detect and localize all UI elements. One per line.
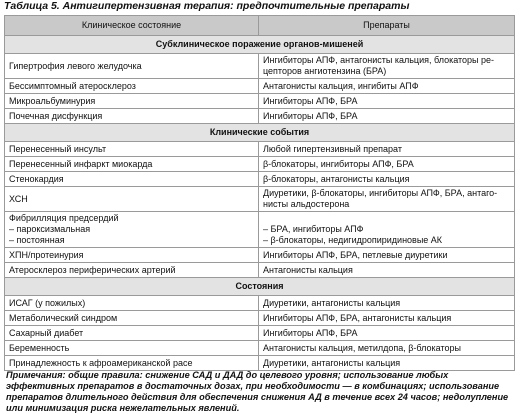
- drugs-cell: Ингибиторы АПФ, БРА: [259, 94, 515, 109]
- condition-cell: Гипертрофия левого желудочка: [5, 54, 259, 79]
- cell-line: – β-блокаторы, недигидропиридиновые АК: [263, 235, 443, 245]
- drugs-cell: Антагонисты кальция, ингибиты АПФ: [259, 79, 515, 94]
- condition-cell: Принадлежность к афроамериканской расе: [5, 356, 259, 371]
- cell-line: нисты альдостерона: [263, 199, 350, 209]
- table-row: [5, 311, 515, 326]
- table-row: [5, 263, 515, 278]
- table-row: [5, 296, 515, 311]
- drugs-text: [263, 188, 510, 210]
- drugs-text: [263, 55, 510, 77]
- table-row: [5, 248, 515, 263]
- drug-preference-table: [4, 15, 515, 371]
- drugs-cell: Ингибиторы АПФ, БРА, петлевые диуретики: [259, 248, 515, 263]
- section-row: [5, 36, 515, 54]
- table-row: [5, 142, 515, 157]
- table-row: [5, 326, 515, 341]
- condition-cell: Почечная дисфункция: [5, 109, 259, 124]
- condition-cell: Перенесенный инфаркт миокарда: [5, 157, 259, 172]
- condition-cell: Атеросклероз периферических артерий: [5, 263, 259, 278]
- drugs-cell: [259, 187, 515, 212]
- table-title: Таблица 5. Антигипертензивная терапия: предпочтительные препараты: [4, 0, 410, 12]
- drugs-cell: β-блокаторы, ингибиторы АПФ, БРА: [259, 157, 515, 172]
- table-row: [5, 187, 515, 212]
- table-row: [5, 109, 515, 124]
- table-row: [5, 79, 515, 94]
- drugs-cell: Ингибиторы АПФ, БРА, антагонисты кальция: [259, 311, 515, 326]
- cell-line: Диуретики, β-блокаторы, ингибиторы АПФ, БРА, антаго-: [263, 188, 498, 198]
- table-row: [5, 356, 515, 371]
- condition-cell: Беременность: [5, 341, 259, 356]
- drugs-cell: β-блокаторы, антагонисты кальция: [259, 172, 515, 187]
- drugs-cell: Антагонисты кальция, метилдопа, β-блокаторы: [259, 341, 515, 356]
- table-row: [5, 341, 515, 356]
- section-title: Клинические события: [5, 124, 515, 142]
- condition-text: [9, 213, 254, 246]
- cell-line: [263, 213, 510, 224]
- drugs-text: [263, 213, 510, 246]
- condition-cell: ИСАГ (у пожилых): [5, 296, 259, 311]
- condition-cell: Перенесенный инсульт: [5, 142, 259, 157]
- drugs-cell: Ингибиторы АПФ, БРА: [259, 326, 515, 341]
- cell-line: – БРА, ингибиторы АПФ: [263, 224, 364, 234]
- table-row: [5, 94, 515, 109]
- section-title: Субклиническое поражение органов-мишеней: [5, 36, 515, 54]
- table-row: [5, 212, 515, 248]
- table-row: [5, 54, 515, 79]
- table-notes: Примечания: общие правила: снижение САД и ДАД до целевого уровня; использование любых эффективных препаратов в достаточных дозах, при необходимости — в комбинациях; использование препаратов длительного действия для обеспечения снижения АД в течение всех 24 часов; недолупление или минимизация риска нежелательных явлений.: [6, 370, 509, 413]
- condition-cell: ХПН/протеинурия: [5, 248, 259, 263]
- condition-cell: Метаболический синдром: [5, 311, 259, 326]
- column-header-condition: Клиническое состояние: [5, 16, 259, 36]
- section-title: Состояния: [5, 278, 515, 296]
- condition-cell: ХСН: [5, 187, 259, 212]
- cell-line: – постоянная: [9, 235, 65, 245]
- condition-cell: Сахарный диабет: [5, 326, 259, 341]
- drugs-cell: Диуретики, антагонисты кальция: [259, 296, 515, 311]
- cell-line: цепторов ангиотензина (БРА): [263, 66, 387, 76]
- header-row: [5, 16, 515, 36]
- condition-cell: Бессимптомный атеросклероз: [5, 79, 259, 94]
- drugs-cell: Ингибиторы АПФ, БРА: [259, 109, 515, 124]
- drugs-cell: Антагонисты кальция: [259, 263, 515, 278]
- cell-line: Ингибиторы АПФ, антагонисты кальция, блокаторы ре-: [263, 55, 495, 65]
- condition-cell: Стенокардия: [5, 172, 259, 187]
- drugs-cell: [259, 212, 515, 248]
- drugs-cell: Диуретики, антагонисты кальция: [259, 356, 515, 371]
- drugs-cell: Любой гипертензивный препарат: [259, 142, 515, 157]
- table-row: [5, 172, 515, 187]
- column-header-drugs: Препараты: [259, 16, 515, 36]
- condition-cell: Микроальбуминурия: [5, 94, 259, 109]
- section-row: [5, 124, 515, 142]
- condition-cell: [5, 212, 259, 248]
- table-row: [5, 157, 515, 172]
- cell-line: – пароксизмальная: [9, 224, 91, 234]
- cell-line: Фибрилляция предсердий: [9, 213, 119, 223]
- section-row: [5, 278, 515, 296]
- drugs-cell: [259, 54, 515, 79]
